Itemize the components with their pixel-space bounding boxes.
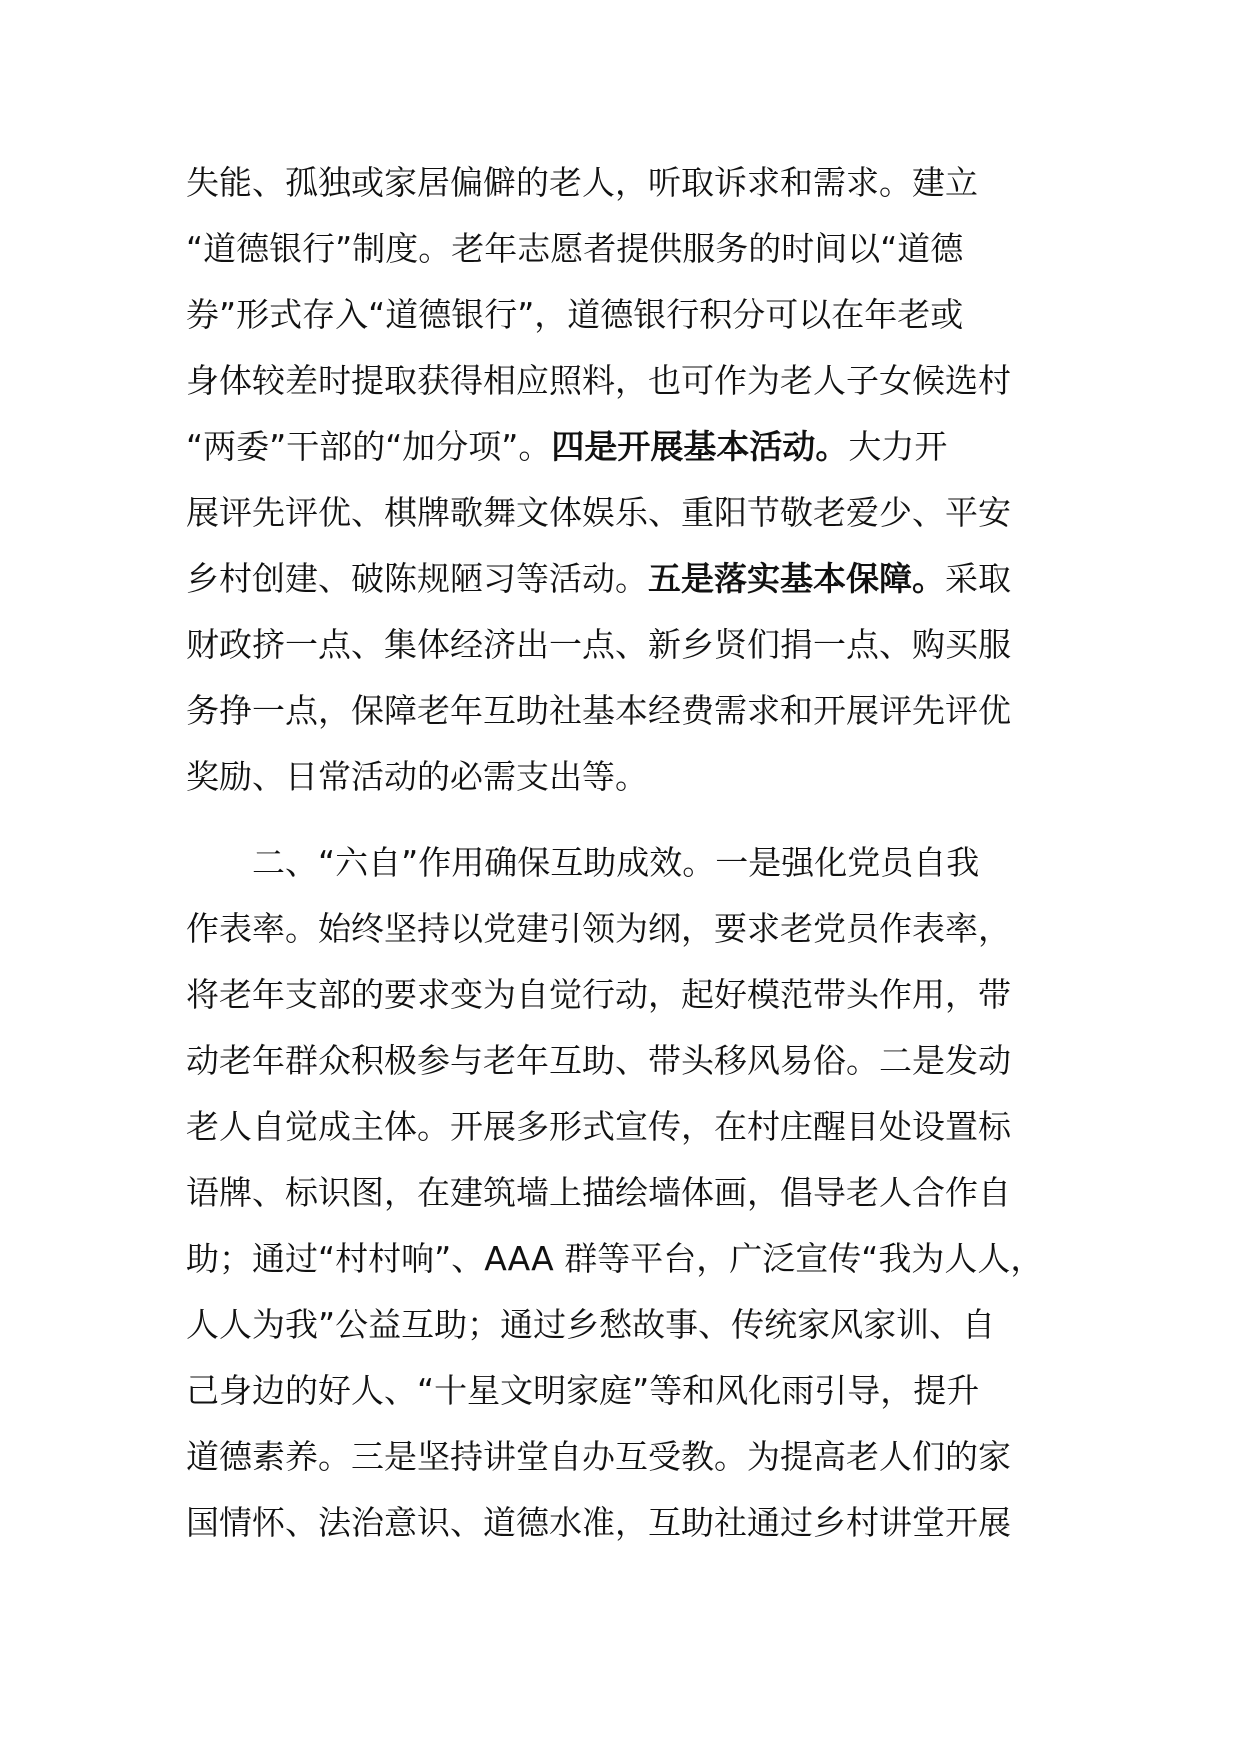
text-line: 助；通过“村村响”、AAA 群等平台，广泛宣传“我为人人， xyxy=(186,1239,1044,1278)
text-line: 展评先评优、棋牌歌舞文体娱乐、重阳节敬老爱少、平安 xyxy=(186,493,1011,532)
text-line: 务挣一点，保障老年互助社基本经费需求和开展评先评优 xyxy=(186,691,1011,730)
text-line xyxy=(186,414,1086,480)
text-line xyxy=(186,546,1086,612)
text-line: 二、“六自”作用确保互助成效。一是强化党员自我 xyxy=(252,843,980,882)
text-line: 券”形式存入“道德银行”，道德银行积分可以在年老或 xyxy=(186,295,964,334)
text-line: 奖励、日常活动的必需支出等。 xyxy=(186,757,648,796)
text-line: 道德素养。三是坚持讲堂自办互受教。为提高老人们的家 xyxy=(186,1437,1011,1476)
bold-heading-4: 四是开展基本活动。 xyxy=(551,427,849,466)
bold-heading-5: 五是落实基本保障。 xyxy=(648,559,945,598)
text-line: 国情怀、法治意识、道德水准，互助社通过乡村讲堂开展 xyxy=(186,1503,1011,1542)
text-line: 老人自觉成主体。开展多形式宣传，在村庄醒目处设置标 xyxy=(186,1107,1011,1146)
text-line: “道德银行”制度。老年志愿者提供服务的时间以“道德 xyxy=(186,229,964,268)
text-line: 将老年支部的要求变为自觉行动，起好模范带头作用，带 xyxy=(186,975,1011,1014)
body-text xyxy=(186,150,1086,1556)
text-run: “两委”干部的“加分项”。 xyxy=(186,427,552,466)
text-run: 采取 xyxy=(945,559,1011,598)
text-run: 乡村创建、破陈规陋习等活动。 xyxy=(186,559,648,598)
text-run: 大力开 xyxy=(848,427,948,466)
text-line: 己身边的好人、“十星文明家庭”等和风化雨引导，提升 xyxy=(186,1371,980,1410)
text-line: 动老年群众积极参与老年互助、带头移风易俗。二是发动 xyxy=(186,1041,1011,1080)
paragraph-2 xyxy=(186,830,1086,1556)
text-line: 失能、孤独或家居偏僻的老人，听取诉求和需求。建立 xyxy=(186,163,978,202)
text-line: 作表率。始终坚持以党建引领为纲，要求老党员作表率， xyxy=(186,909,1011,948)
text-line: 人人为我”公益互助；通过乡愁故事、传统家风家训、自 xyxy=(186,1305,996,1344)
text-line: 语牌、标识图，在建筑墙上描绘墙体画，倡导老人合作自 xyxy=(186,1173,1011,1212)
text-line: 财政挤一点、集体经济出一点、新乡贤们捐一点、购买服 xyxy=(186,625,1011,664)
paragraph-1 xyxy=(186,150,1086,810)
text-line: 身体较差时提取获得相应照料，也可作为老人子女候选村 xyxy=(186,361,1011,400)
